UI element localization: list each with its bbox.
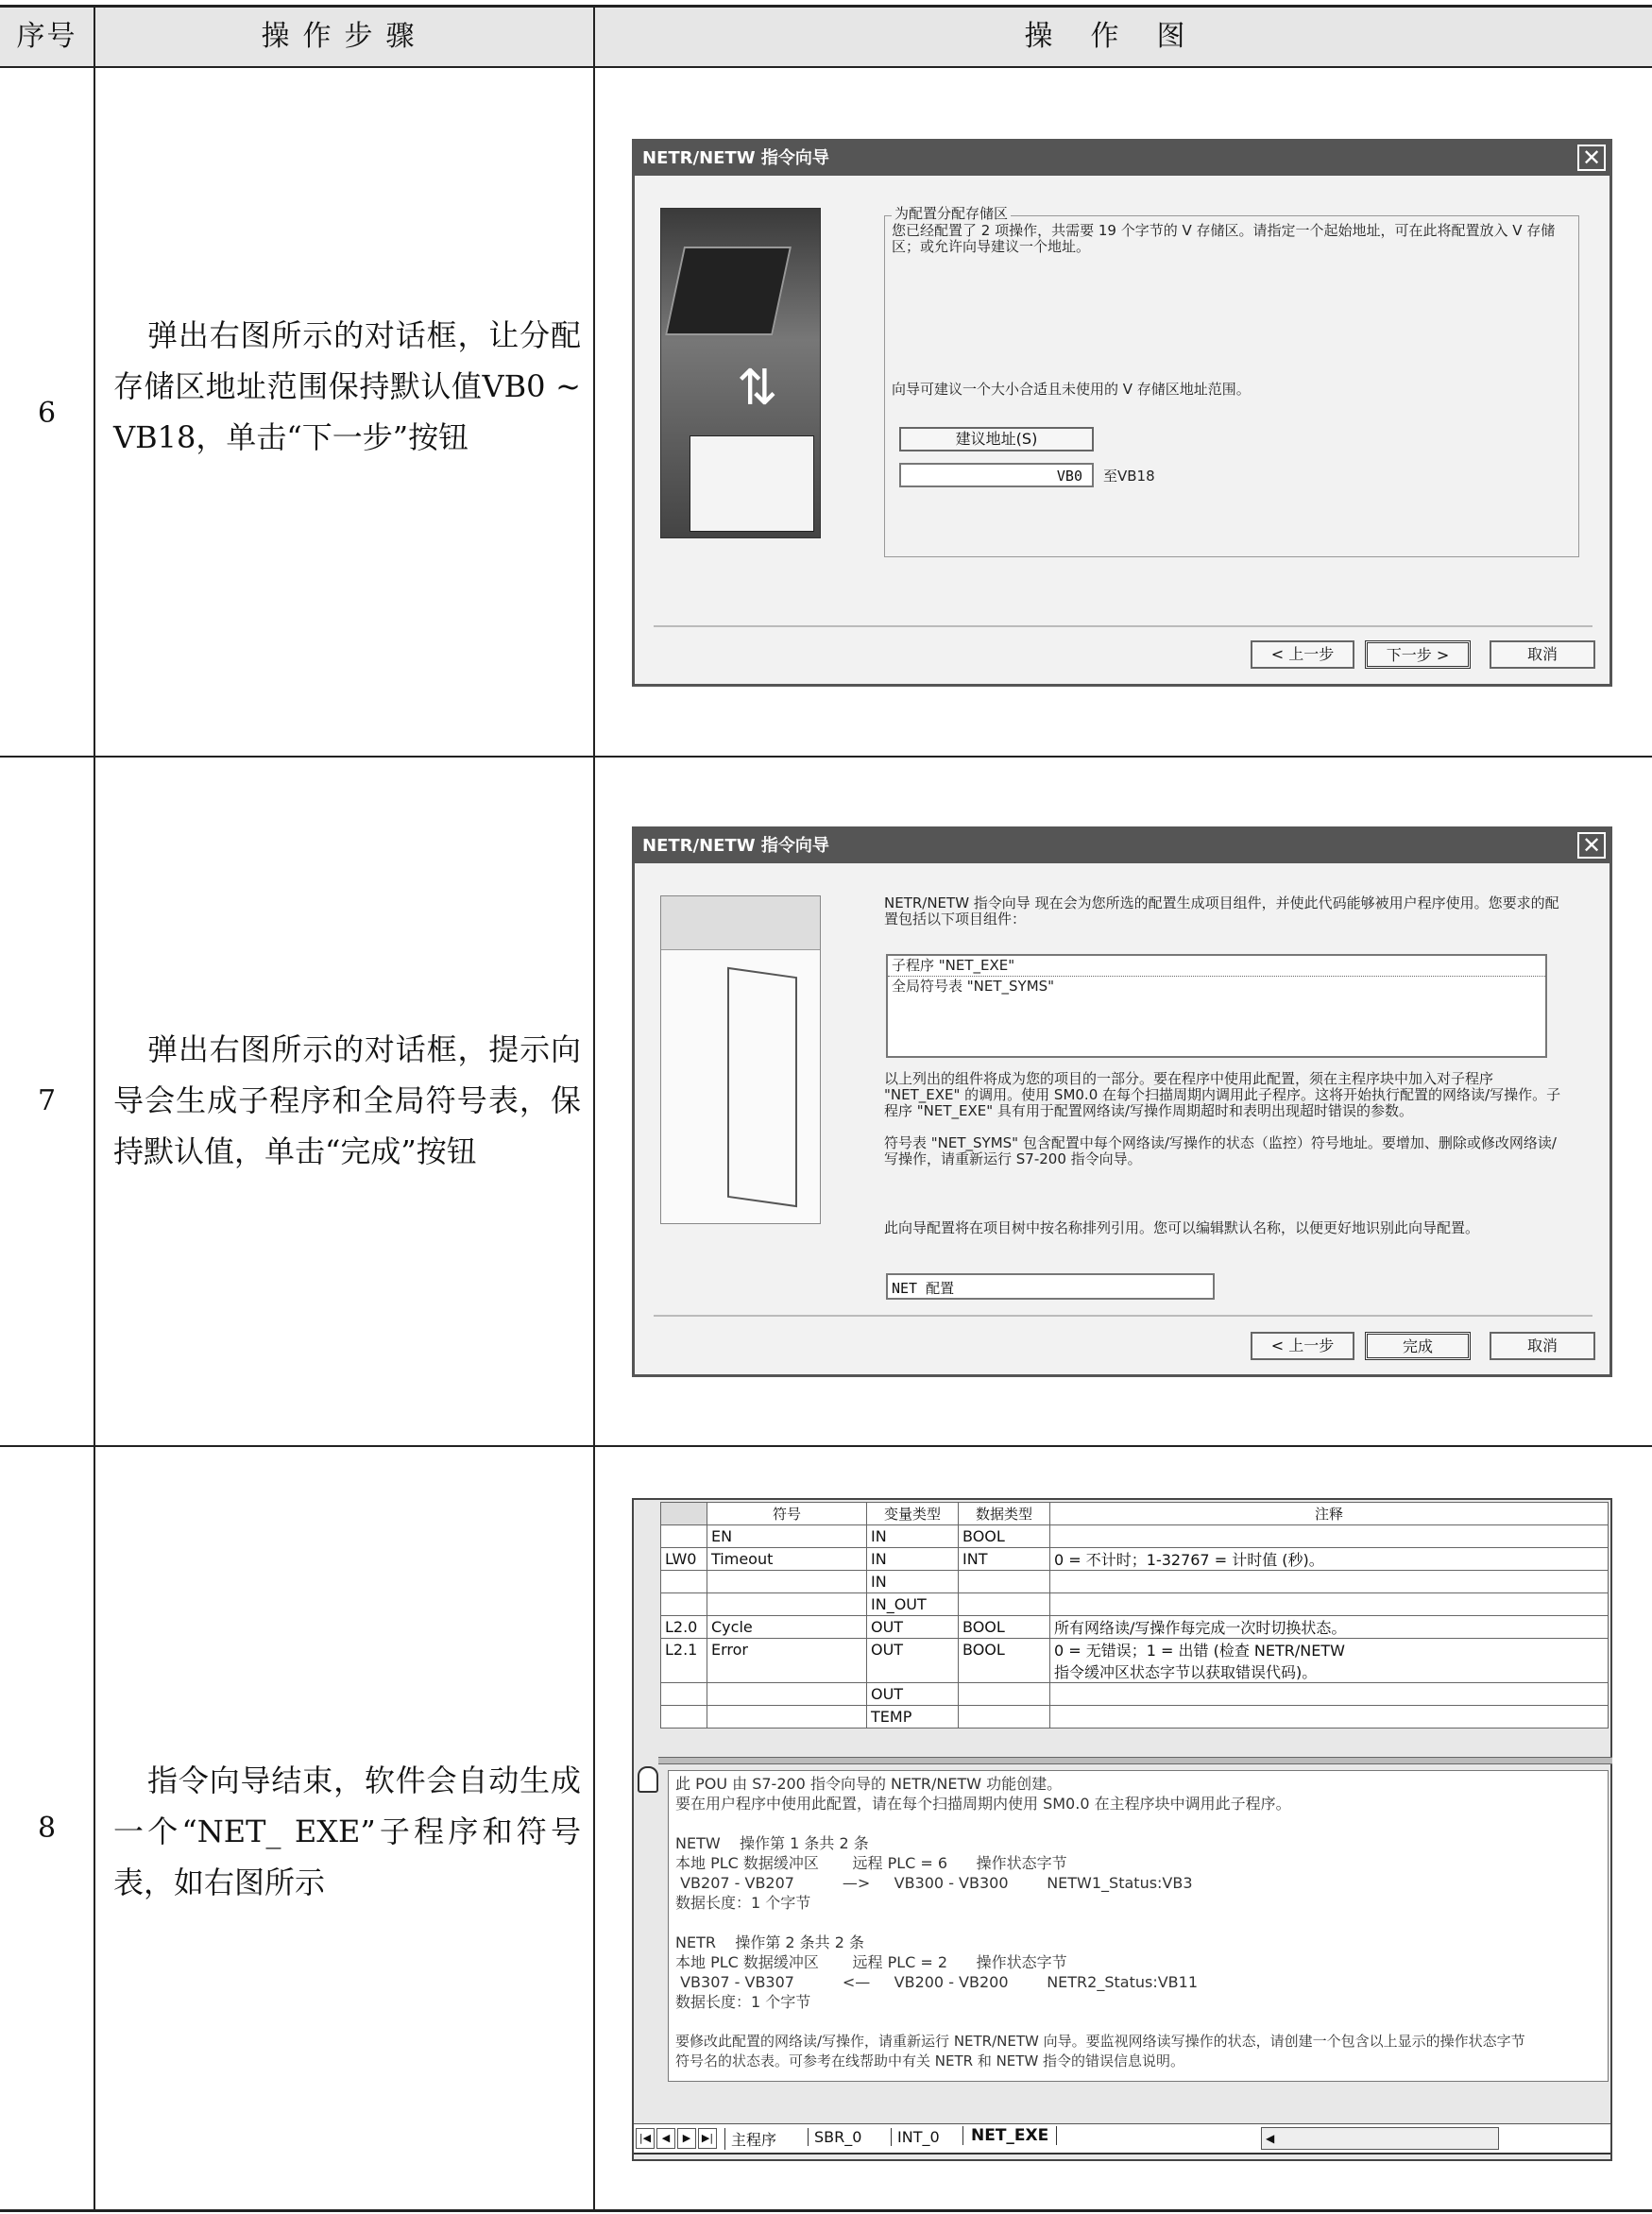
comment-line: 本地 PLC 数据缓冲区 远程 PLC = 2 操作状态字节 [675,1953,1067,1971]
col-symbol: 符号 [707,1503,867,1525]
horizontal-scrollbar[interactable] [1261,2127,1499,2150]
cell[interactable]: IN_OUT [867,1593,959,1616]
last-tab-icon[interactable]: ▶| [698,2128,717,2149]
table-row[interactable] [661,1639,1609,1661]
dialog-separator [654,625,1592,627]
component-explanation: 以上列出的组件将成为您的项目的一部分。要在程序中使用此配置，须在主程序块中加入对子程序 "NET_EXE" 的调用。使用 SM0.0 在每个扫描周期内调用此子程序。这将开始执行配置的网络读/写操作。子程序 "NET_EXE" 具有用于配置网络读/写操作周期超时和表明出现超时错误的参数。 [884,1070,1561,1119]
symbol-table-explanation: 符号表 "NET_SYMS" 包含配置中每个网络读/写操作的状态（监控）符号地址。要增加、删除或修改网络读/写操作，请重新运行 S7-200 指令向导。 [884,1134,1557,1167]
suggest-hint: 向导可建议一个大小合适且未使用的 V 存储区地址范围。 [892,381,1251,398]
component-list[interactable] [886,954,1547,1058]
next-tab-icon[interactable]: ▶ [677,2128,696,2149]
cell[interactable]: IN [867,1525,959,1548]
cell: L2.0 [661,1616,707,1639]
table-divider-row6 [0,756,1652,758]
cell[interactable] [1050,1683,1609,1706]
ladder-snippet [690,435,814,532]
table-divider-row7 [0,1445,1652,1447]
lock-icon [638,1766,658,1793]
cell[interactable]: Timeout [707,1548,867,1571]
cell[interactable]: 所有网络读/写操作每完成一次时切换状态。 [1050,1616,1609,1639]
step-text-6: 弹出右图所示的对话框，让分配存储区地址范围保持默认值VB0 ~ VB18，单击“下一步”按钮 [113,317,581,455]
comment-line: 符号名的状态表。可参考在线帮助中有关 NETR 和 NETW 指令的错误信息说明。 [675,2052,1185,2069]
dialog-separator [654,1315,1592,1317]
plc-illustration [660,208,821,538]
cell[interactable]: INT [959,1548,1050,1571]
header-steps: 操作步骤 [261,20,428,53]
table-row[interactable] [661,1706,1609,1729]
cell: L2.1 [661,1639,707,1661]
table-header-row [661,1503,1609,1525]
naming-hint: 此向导配置将在项目树中按名称排列引用。您可以编辑默认名称，以便更好地识别此向导配置。 [884,1219,1480,1236]
tab-int0[interactable]: INT_0 [891,2128,945,2146]
cell[interactable] [959,1660,1050,1683]
cell[interactable] [867,1660,959,1683]
cell[interactable] [707,1706,867,1729]
back-button[interactable]: < 上一步 [1251,1332,1354,1360]
local-variable-table [660,1502,1609,1729]
address-end: 至VB18 [1103,468,1155,485]
row-label-header [661,1503,707,1525]
table-row[interactable] [661,1571,1609,1593]
address-start: VB0 [1056,468,1082,485]
table-row[interactable] [661,1660,1609,1683]
tab-bar [634,2123,1610,2154]
table-row[interactable] [661,1593,1609,1616]
close-icon[interactable]: ✕ [1577,145,1606,171]
comment-line: NETW 操作第 1 条共 2 条 [675,1834,869,1852]
cell [661,1593,707,1616]
comment-line [675,2012,1605,2032]
tab-main[interactable]: 主程序 [724,2128,782,2150]
cell[interactable]: BOOL [959,1616,1050,1639]
table-row[interactable] [661,1616,1609,1639]
prev-tab-icon[interactable]: ◀ [656,2128,675,2149]
cell: LW0 [661,1548,707,1571]
config-description: 您已经配置了 2 项操作，共需要 19 个字节的 V 存储区。请指定一个起始地址，可在此将配置放入 V 存储区；或允许向导建议一个地址。 [892,222,1556,255]
col-var-type: 变量类型 [867,1503,959,1525]
comment-line: 数据长度：1 个字节 [675,1993,811,2011]
cell[interactable]: OUT [867,1683,959,1706]
cancel-button[interactable]: 取消 [1490,640,1595,669]
cell[interactable]: IN [867,1571,959,1593]
cell[interactable] [1050,1525,1609,1548]
row-number-6: 6 [37,397,57,430]
header-figure: 操作图 [1024,20,1223,53]
table-border-bottom [0,2209,1652,2212]
address-range-field[interactable] [899,463,1094,487]
cell[interactable]: 0 = 不计时；1-32767 = 计时值 (秒)。 [1050,1548,1609,1571]
cell[interactable] [707,1683,867,1706]
tab-net-exe[interactable]: NET_EXE [962,2126,1057,2145]
wizard-dialog-step6 [632,139,1612,687]
cell[interactable]: 0 = 无错误；1 = 出错 (检查 NETR/NETW [1050,1639,1609,1661]
table-row[interactable] [661,1548,1609,1571]
row-number-7: 7 [37,1084,57,1117]
cell[interactable] [959,1571,1050,1593]
comment-line: 要修改此配置的网络读/写操作，请重新运行 NETR/NETW 向导。要监视网络读写操作的状态，请创建一个包含以上显示的操作状态字节 [675,2033,1525,2050]
cell[interactable]: BOOL [959,1525,1050,1548]
table-col-divider-1 [94,7,95,2211]
suggest-address-button[interactable]: 建议地址(S) [899,427,1094,451]
comment-line: NETR 操作第 2 条共 2 条 [675,1933,865,1951]
comment-line: 数据长度：1 个字节 [675,1894,811,1912]
cell[interactable] [959,1683,1050,1706]
cell[interactable] [1050,1571,1609,1593]
config-name-input[interactable]: NET 配置 [886,1273,1215,1300]
cell [661,1571,707,1593]
program-editor-screenshot [632,1498,1612,2161]
cell [661,1683,707,1706]
header-seq: 序号 [16,20,77,53]
list-item[interactable]: 子程序 "NET_EXE" [888,956,1545,977]
row-number-8: 8 [37,1812,57,1845]
cancel-button[interactable]: 取消 [1490,1332,1595,1360]
cell[interactable]: 指令缓冲区状态字节以获取错误代码)。 [1050,1660,1609,1683]
comment-line [675,1913,1605,1933]
cell[interactable]: Error [707,1639,867,1661]
comment-line: 本地 PLC 数据缓冲区 远程 PLC = 6 操作状态字节 [675,1854,1067,1872]
comment-line: VB207 - VB207 —> VB300 - VB300 NETW1_Status:VB3 [675,1874,1193,1892]
table-row[interactable] [661,1525,1609,1548]
toolbar-shape [661,896,820,950]
cell[interactable] [959,1706,1050,1729]
scroll-left-icon[interactable]: ◀ [1266,2132,1275,2145]
wizard-dialog-step7 [632,826,1612,1377]
cell[interactable] [1050,1706,1609,1729]
table-row[interactable] [661,1683,1609,1706]
group-label: 为配置分配存储区 [892,206,1011,222]
comment-line [675,1814,1605,1833]
comment-line: 此 POU 由 S7-200 指令向导的 NETR/NETW 功能创建。 [675,1775,1063,1793]
cell[interactable] [707,1571,867,1593]
cell[interactable]: IN [867,1548,959,1571]
step-text-8: 指令向导结束，软件会自动生成一个“NET_ EXE”子程序和符号表，如右图所示 [113,1763,581,1900]
cell [661,1706,707,1729]
table-col-divider-2 [593,7,595,2211]
pou-comment [675,1774,1605,2071]
dialog-title: NETR/NETW 指令向导 [635,829,1609,863]
col-data-type: 数据类型 [959,1503,1050,1525]
finish-button[interactable]: 完成 [1365,1332,1471,1360]
plc-module-shape [665,247,792,335]
list-item[interactable]: 全局符号表 "NET_SYMS" [892,978,1055,995]
step-text-7: 弹出右图所示的对话框，提示向导会生成子程序和全局符号表，保持默认值，单击“完成”按钮 [113,1031,581,1169]
cell [661,1660,707,1683]
wizard-intro: NETR/NETW 指令向导 现在会为您所选的配置生成项目组件，并使此代码能够被用户程序使用。您要求的配置包括以下项目组件： [884,894,1559,928]
cell[interactable]: OUT [867,1616,959,1639]
comment-line: VB307 - VB307 <— VB200 - VB200 NETR2_Status:VB11 [675,1973,1199,1991]
comment-line: 要在用户程序中使用此配置，请在每个扫描周期内使用 SM0.0 在主程序块中调用此子程序。 [675,1795,1291,1813]
tab-sbr0[interactable]: SBR_0 [808,2128,867,2146]
cell[interactable] [1050,1593,1609,1616]
next-button[interactable]: 下一步 > [1365,640,1471,669]
close-icon[interactable]: ✕ [1577,832,1606,859]
cell[interactable]: OUT [867,1639,959,1661]
cell[interactable]: Cycle [707,1616,867,1639]
program-editor-illustration [660,895,821,1224]
cell[interactable]: EN [707,1525,867,1548]
cell[interactable] [707,1593,867,1616]
cell [661,1525,707,1548]
editor-splitter[interactable] [658,1757,1612,1764]
cell[interactable] [959,1593,1050,1616]
function-block-shape [727,967,797,1207]
dialog-title: NETR/NETW 指令向导 [635,142,1609,176]
back-button[interactable]: < 上一步 [1251,640,1354,669]
cell[interactable] [707,1660,867,1683]
cell[interactable]: BOOL [959,1639,1050,1661]
cell[interactable]: TEMP [867,1706,959,1729]
col-comment: 注释 [1050,1503,1609,1525]
first-tab-icon[interactable]: |◀ [636,2128,655,2149]
arrows-icon: ⇅ [737,360,778,417]
